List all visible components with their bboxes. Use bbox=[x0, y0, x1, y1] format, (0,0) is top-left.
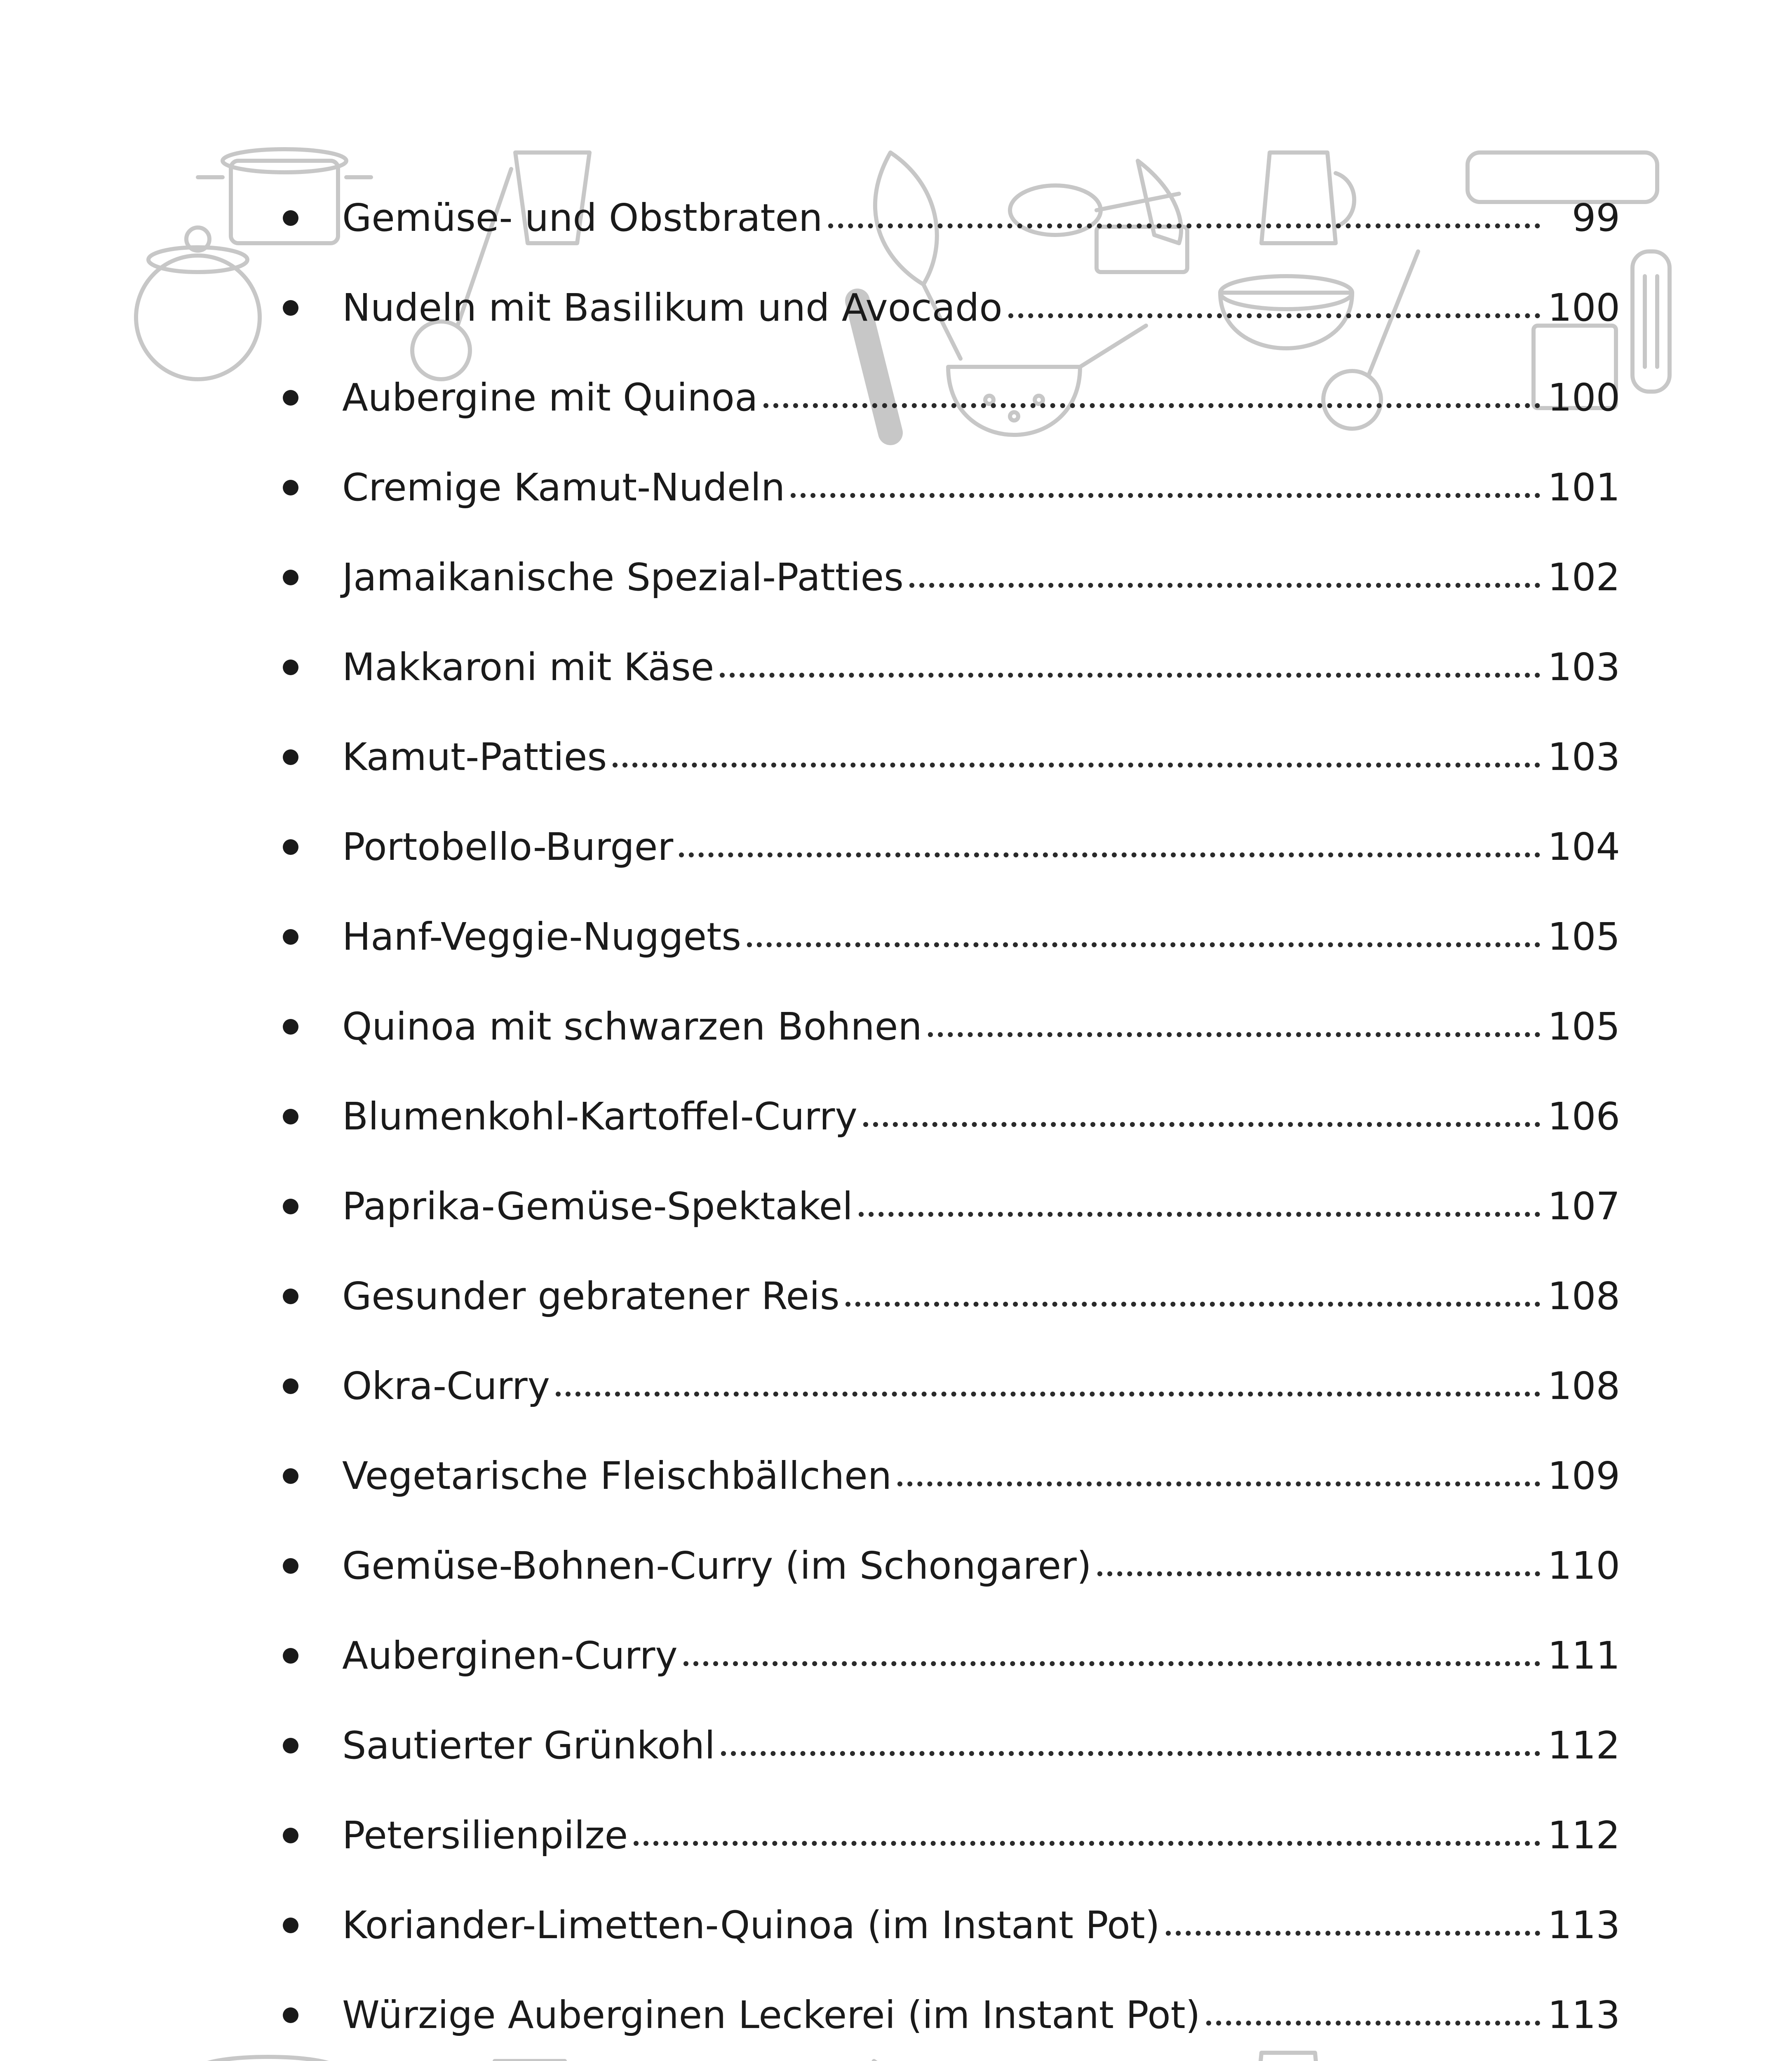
dot-leader bbox=[683, 1661, 1540, 1666]
bullet-icon bbox=[283, 660, 298, 675]
entry-title: Blumenkohl-Kartoffel-Curry bbox=[342, 1094, 857, 1138]
toc-entry[interactable] bbox=[272, 892, 1620, 982]
page-number: 100 bbox=[1548, 376, 1620, 420]
toc-entry[interactable] bbox=[272, 982, 1620, 1072]
toc-entry[interactable] bbox=[272, 173, 1620, 263]
toc-entry[interactable] bbox=[272, 1521, 1620, 1611]
dot-leader bbox=[720, 673, 1540, 678]
dot-leader bbox=[897, 1481, 1540, 1486]
lidded-pot-icon bbox=[136, 228, 260, 379]
toc-entry[interactable] bbox=[272, 533, 1620, 622]
toc-entry[interactable] bbox=[272, 263, 1620, 353]
toc-entry[interactable] bbox=[272, 443, 1620, 533]
bullet-icon bbox=[283, 1828, 298, 1843]
entry-title: Koriander-Limetten-Quinoa (im Instant Pot) bbox=[342, 1903, 1160, 1947]
entry-title: Kamut-Patties bbox=[342, 735, 607, 779]
toc-entry[interactable] bbox=[272, 1431, 1620, 1521]
dot-leader bbox=[846, 1302, 1540, 1307]
entry-title: Aubergine mit Quinoa bbox=[342, 376, 758, 420]
dot-leader bbox=[791, 493, 1540, 498]
bullet-icon bbox=[283, 1648, 298, 1664]
entry-title: Würzige Auberginen Leckerei (im Instant Pot) bbox=[342, 1993, 1200, 2037]
bullet-icon bbox=[283, 1468, 298, 1484]
bullet-icon bbox=[283, 1199, 298, 1214]
dot-leader bbox=[1008, 313, 1540, 318]
bullet-icon bbox=[283, 1378, 298, 1394]
page-number: 112 bbox=[1548, 1813, 1620, 1857]
page-number: 110 bbox=[1548, 1544, 1620, 1588]
dot-leader bbox=[763, 403, 1540, 408]
page-number: 105 bbox=[1548, 1005, 1620, 1049]
dot-leader bbox=[1206, 2021, 1540, 2026]
toc-entry[interactable] bbox=[272, 1880, 1620, 1970]
page-number: 107 bbox=[1548, 1184, 1620, 1228]
toc-entry[interactable] bbox=[272, 1970, 1620, 2060]
page-number: 100 bbox=[1548, 286, 1620, 330]
dot-leader bbox=[747, 942, 1540, 947]
dot-leader bbox=[859, 1212, 1540, 1217]
entry-title: Cremige Kamut-Nudeln bbox=[342, 465, 785, 509]
page-number: 111 bbox=[1548, 1634, 1620, 1678]
entry-title: Hanf-Veggie-Nuggets bbox=[342, 915, 742, 959]
entry-title: Quinoa mit schwarzen Bohnen bbox=[342, 1005, 922, 1049]
dot-leader bbox=[928, 1032, 1540, 1037]
bullet-icon bbox=[283, 300, 298, 316]
bullet-icon bbox=[283, 839, 298, 855]
entry-title: Gemüse-Bohnen-Curry (im Schongarer) bbox=[342, 1544, 1092, 1588]
entry-title: Nudeln mit Basilikum und Avocado bbox=[342, 286, 1003, 330]
toc-entry[interactable] bbox=[272, 1701, 1620, 1791]
dot-leader bbox=[1166, 1931, 1540, 1936]
toc-entry[interactable] bbox=[272, 1611, 1620, 1701]
page-number: 113 bbox=[1548, 1903, 1620, 1947]
toc-entry[interactable] bbox=[272, 353, 1620, 443]
entry-title: Paprika-Gemüse-Spektakel bbox=[342, 1184, 853, 1228]
toc-entry[interactable] bbox=[272, 802, 1620, 892]
entry-title: Portobello-Burger bbox=[342, 825, 674, 869]
bullet-icon bbox=[283, 1738, 298, 1753]
toc-entry[interactable] bbox=[272, 1072, 1620, 1162]
page-number: 103 bbox=[1548, 645, 1620, 689]
entry-title: Sautierter Grünkohl bbox=[342, 1723, 715, 1768]
toc-entry[interactable] bbox=[272, 1791, 1620, 1880]
page-number: 108 bbox=[1548, 1364, 1620, 1408]
page-number: 101 bbox=[1548, 465, 1620, 509]
dot-leader bbox=[863, 1122, 1540, 1127]
bullet-icon bbox=[283, 1109, 298, 1124]
entry-title: Vegetarische Fleischbällchen bbox=[342, 1454, 892, 1498]
bullet-icon bbox=[283, 929, 298, 945]
page-number: 112 bbox=[1548, 1723, 1620, 1768]
dot-leader bbox=[828, 223, 1540, 228]
entry-title: Makkaroni mit Käse bbox=[342, 645, 714, 689]
table-of-contents bbox=[272, 173, 1620, 2061]
bullet-icon bbox=[283, 1918, 298, 1933]
bullet-icon bbox=[283, 2007, 298, 2023]
entry-title: Auberginen-Curry bbox=[342, 1634, 678, 1678]
grater-icon bbox=[1632, 251, 1670, 392]
entry-title: Petersilienpilze bbox=[342, 1813, 628, 1857]
bullet-icon bbox=[283, 570, 298, 585]
bullet-icon bbox=[283, 1289, 298, 1304]
toc-entry[interactable] bbox=[272, 712, 1620, 802]
dot-leader bbox=[679, 852, 1540, 857]
bullet-icon bbox=[283, 1019, 298, 1035]
dot-leader bbox=[721, 1751, 1540, 1756]
entry-title: Jamaikanische Spezial-Patties bbox=[342, 555, 904, 599]
bullet-icon bbox=[283, 1558, 298, 1574]
bullet-icon bbox=[283, 749, 298, 765]
page-number: 108 bbox=[1548, 1274, 1620, 1318]
toc-entry[interactable] bbox=[272, 1251, 1620, 1341]
page-number: 113 bbox=[1548, 1993, 1620, 2037]
bullet-icon bbox=[283, 480, 298, 495]
dot-leader bbox=[556, 1392, 1540, 1397]
bullet-icon bbox=[283, 390, 298, 406]
page-number: 106 bbox=[1548, 1094, 1620, 1138]
page-number: 103 bbox=[1548, 735, 1620, 779]
dot-leader bbox=[909, 583, 1540, 588]
toc-entry[interactable] bbox=[272, 1341, 1620, 1431]
page-number: 104 bbox=[1548, 825, 1620, 869]
bullet-icon bbox=[283, 210, 298, 226]
dot-leader bbox=[1097, 1571, 1540, 1576]
entry-title: Okra-Curry bbox=[342, 1364, 550, 1408]
page-number: 99 bbox=[1571, 196, 1620, 240]
dot-leader bbox=[613, 763, 1540, 768]
page-number: 105 bbox=[1548, 915, 1620, 959]
page-number: 102 bbox=[1548, 555, 1620, 599]
page-number: 109 bbox=[1548, 1454, 1620, 1498]
toc-entry[interactable] bbox=[272, 1162, 1620, 1251]
dot-leader bbox=[634, 1841, 1540, 1846]
toc-entry[interactable] bbox=[272, 622, 1620, 712]
entry-title: Gesunder gebratener Reis bbox=[342, 1274, 840, 1318]
entry-title: Gemüse- und Obstbraten bbox=[342, 196, 823, 240]
